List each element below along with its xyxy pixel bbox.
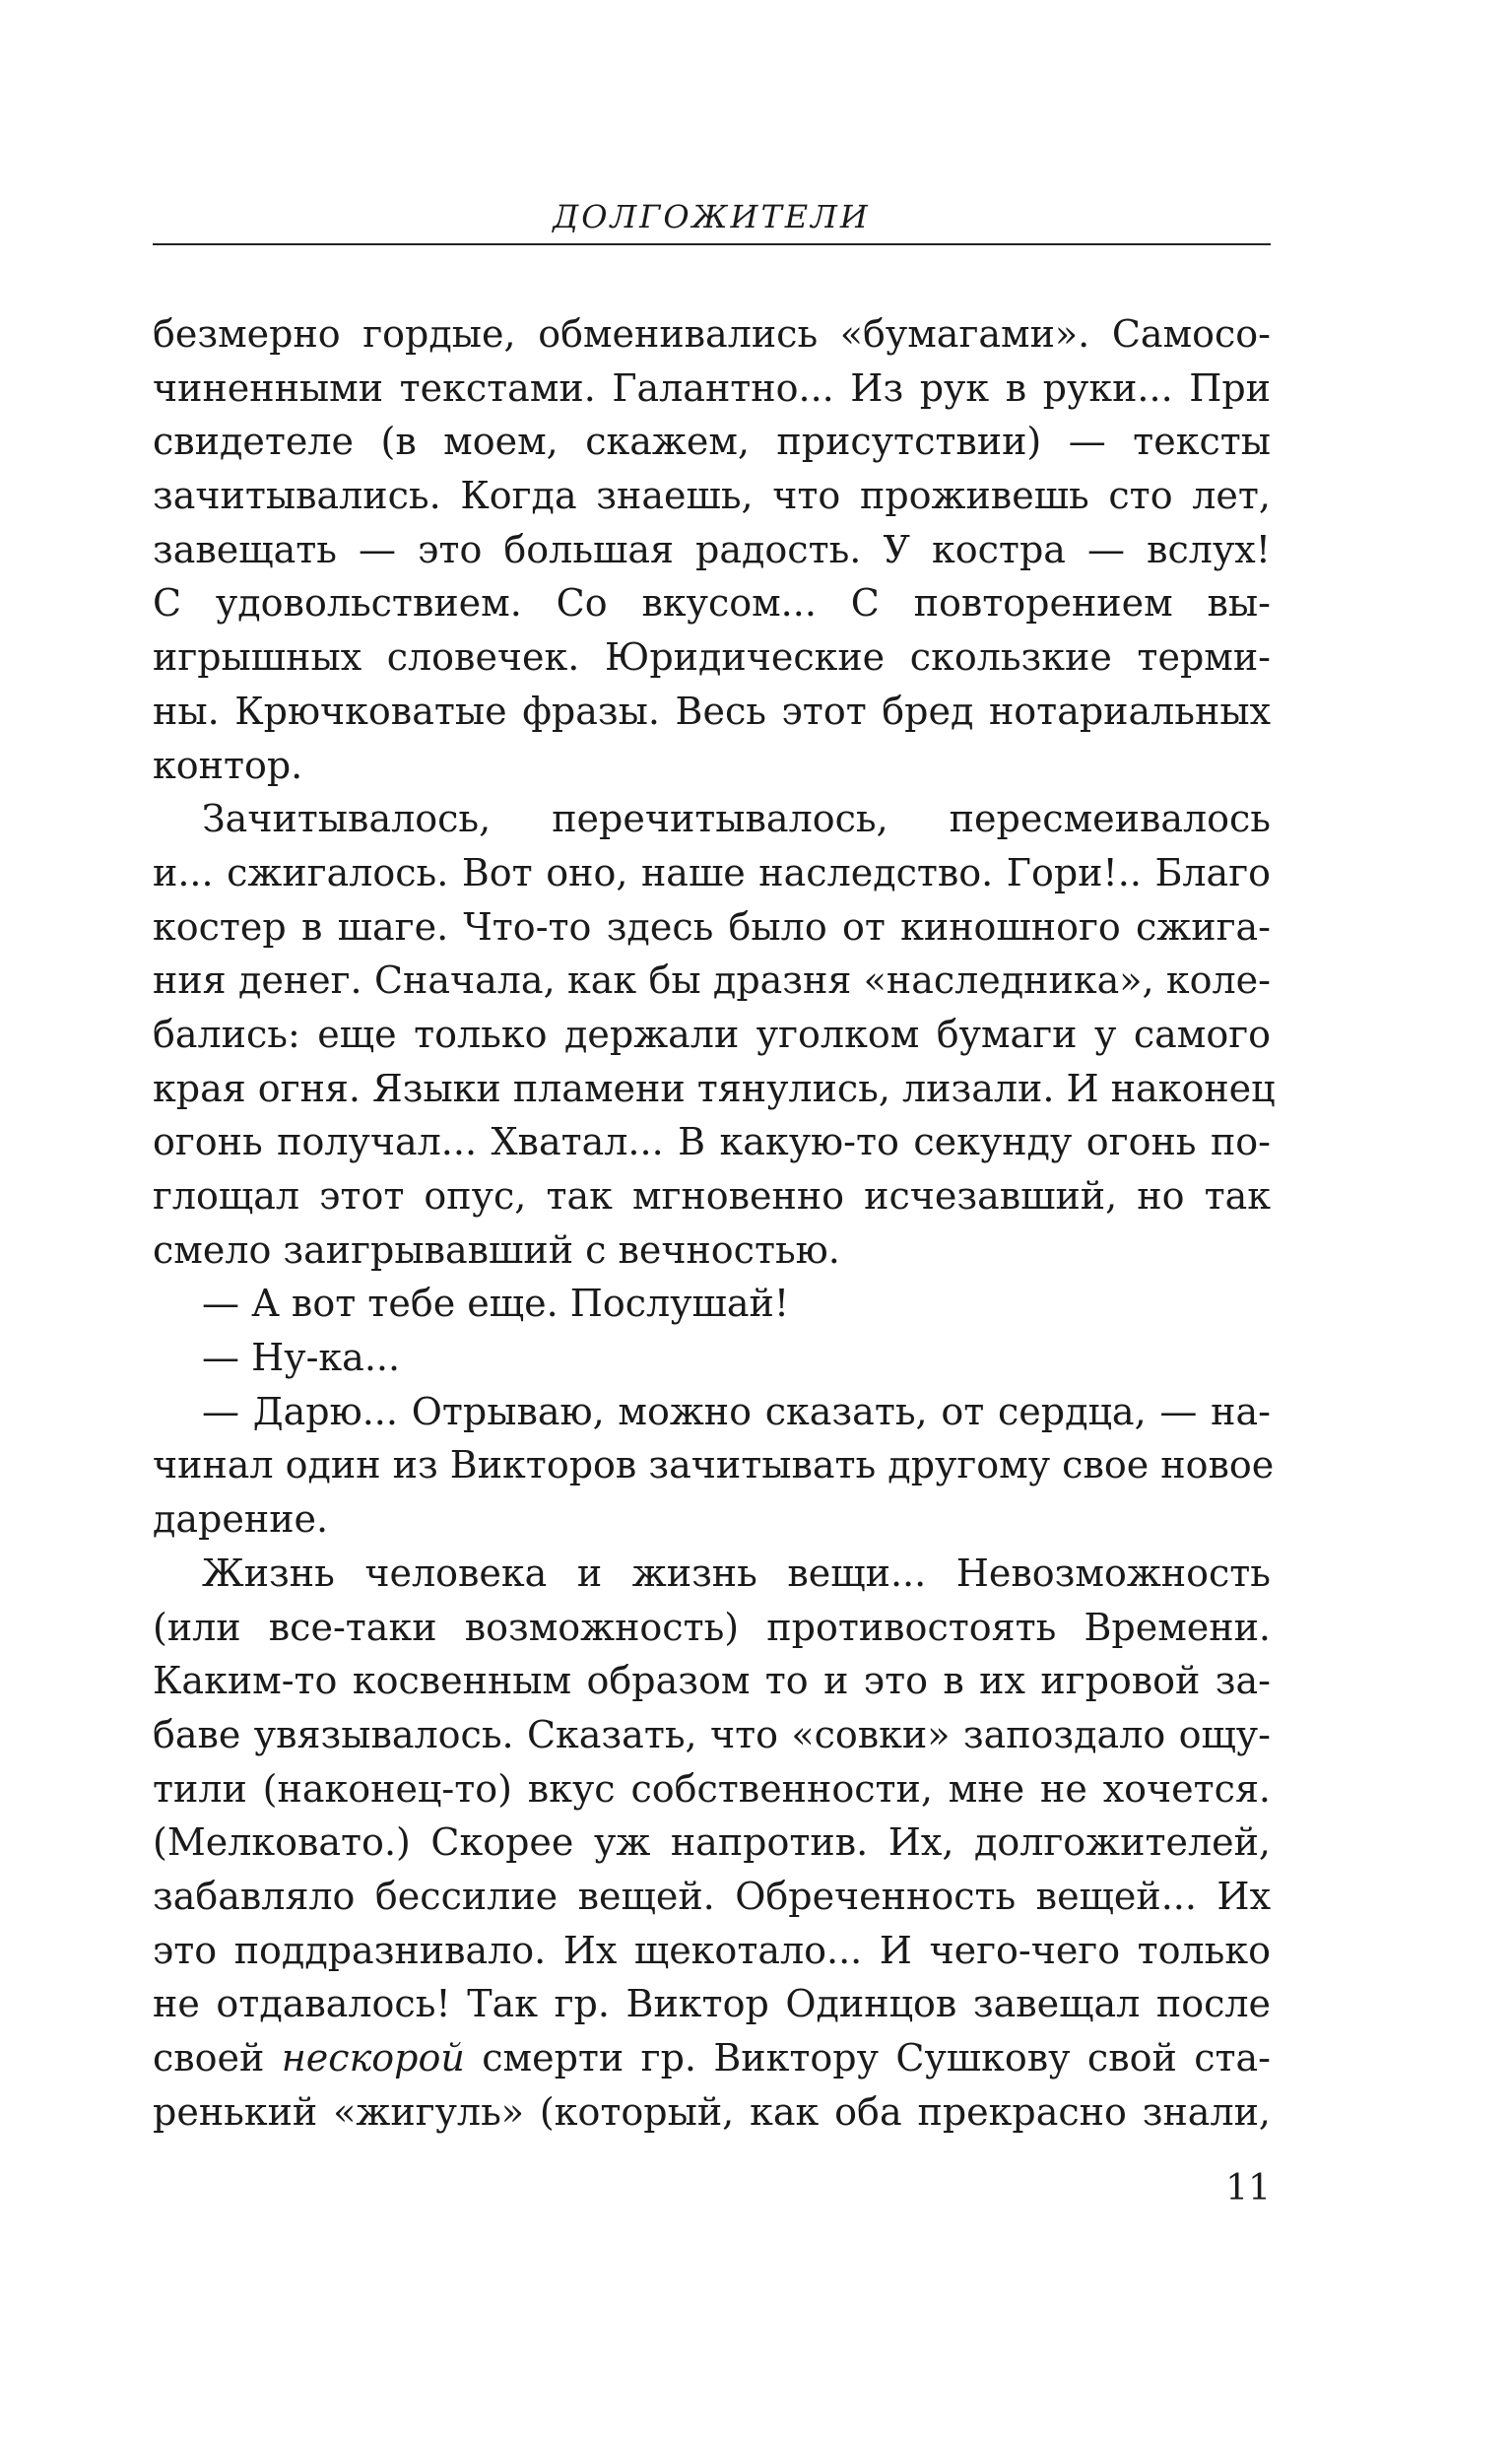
text-line: завещать — это большая радость. У костра — вслух!: [153, 527, 1271, 571]
text-line: баве увязывалось. Сказать, что «совки» запоздало ощу-: [153, 1712, 1271, 1756]
dialogue-line: — Дарю... Отрываю, можно сказать, от сердца, — на-: [202, 1389, 1271, 1433]
text-line: свидетеле (в моем, скажем, присутствии) — тексты: [153, 420, 1271, 464]
text-segment: смерти гр. Виктору Сушкову свой ста-: [464, 2036, 1271, 2080]
text-line: контор.: [153, 743, 303, 787]
text-line: зачитывались. Когда знаешь, что проживешь сто лет,: [153, 474, 1271, 518]
text-line: это поддразнивало. Их щекотало... И чего-чего только: [153, 1928, 1271, 1972]
text-line: забавляло бессилие вещей. Обреченность вещей... Их: [153, 1874, 1271, 1918]
italic-word: нескорой: [281, 2036, 465, 2080]
text-line: игрышных словечек. Юридические скользкие терми-: [153, 635, 1271, 680]
dialogue-line: — А вот тебе еще. Послушай!: [202, 1282, 790, 1326]
running-head: ДОЛГОЖИТЕЛИ: [553, 198, 871, 235]
text-line: чинал один из Викторов зачитывать другому свое новое: [153, 1443, 1275, 1487]
header-rule: [153, 243, 1271, 245]
text-line: бались: еще только держали уголком бумаги у самого: [153, 1012, 1271, 1056]
text-line: С удовольствием. Со вкусом... С повторением вы-: [153, 581, 1271, 626]
text-line: чиненными текстами. Галантно... Из рук в руки... При: [153, 365, 1271, 410]
page-number: 11: [1225, 2168, 1271, 2209]
text-line: ны. Крючковатые фразы. Весь этот бред нотариальных: [153, 689, 1271, 733]
text-line: смело заигрывавший с вечностью.: [153, 1227, 840, 1272]
text-line: (или все-таки возможность) противостоять Времени.: [153, 1605, 1271, 1649]
paragraph-start-line: Жизнь человека и жизнь вещи... Невозможность: [202, 1551, 1271, 1595]
text-line: (Мелковато.) Скорее уж напротив. Их, долгожителей,: [153, 1820, 1271, 1865]
text-line: тили (наконец-то) вкус собственности, мне не хочется.: [153, 1766, 1271, 1811]
text-line: огонь получал... Хватал... В какую-то секунду огонь по-: [153, 1120, 1271, 1164]
text-line: и... сжигалось. Вот оно, наше наследство. Гори!.. Благо: [153, 850, 1271, 894]
text-line: ренький «жигуль» (который, как оба прекрасно знали,: [153, 2089, 1271, 2134]
text-line: безмерно гордые, обменивались «бумагами». Самосо-: [153, 312, 1271, 356]
paragraph-start-line: Зачитывалось, перечитывалось, пересмеивалось: [202, 797, 1271, 841]
text-line: дарение.: [153, 1497, 329, 1542]
text-line: не отдавалось! Так гр. Виктор Одинцов завещал после: [153, 1982, 1271, 2026]
text-line: Каким-то косвенным образом то и это в их игровой за-: [153, 1659, 1271, 1703]
text-line: края огня. Языки пламени тянулись, лизали. И наконец: [153, 1066, 1276, 1110]
dialogue-line: — Ну-ка...: [202, 1336, 401, 1380]
text-line: костер в шаге. Что-то здесь было от киношного сжига-: [153, 904, 1271, 949]
text-line: ния денег. Сначала, как бы дразня «наследника», коле-: [153, 958, 1271, 1003]
body-text: [153, 307, 1276, 2139]
text-segment: своей: [153, 2036, 282, 2080]
text-line-with-italic: [153, 2031, 1271, 2085]
text-line: глощал этот опус, так мгновенно исчезавший, но так: [153, 1174, 1271, 1218]
